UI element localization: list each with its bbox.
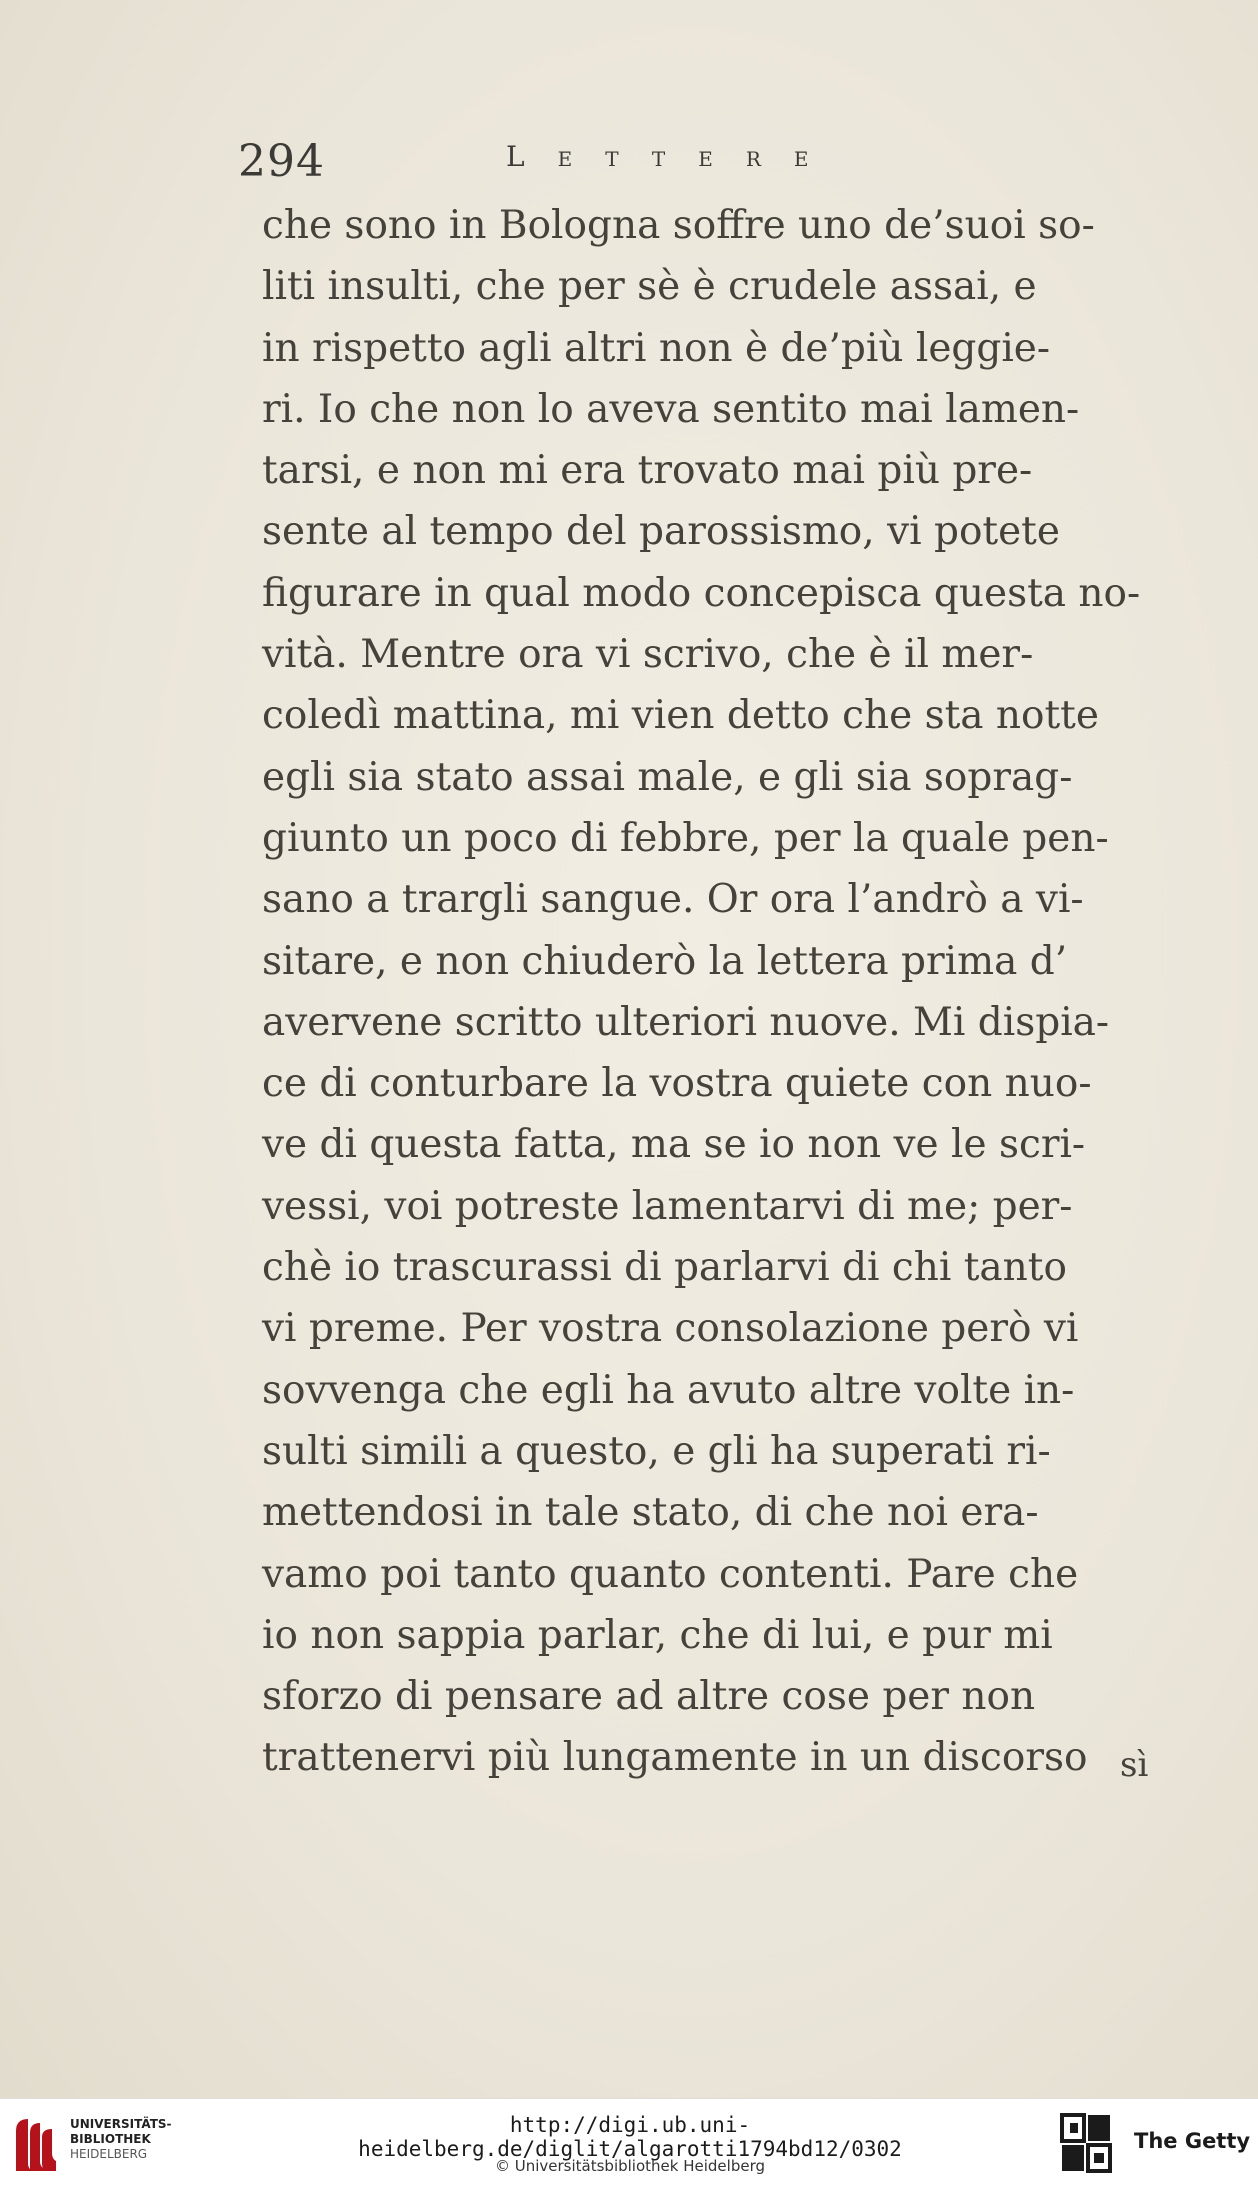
text-line: sulti simili a questo, e gli ha superati ri- <box>262 1428 1051 1474</box>
page-number: 294 <box>238 136 325 187</box>
text-line: io non sappia parlar, che di lui, e pur mi <box>262 1612 1053 1658</box>
text-line: liti insulti, che per sè è crudele assai, e <box>262 264 1037 310</box>
text-line: sovvenga che egli ha avuto altre volte in- <box>262 1367 1075 1413</box>
text-line: trattenervi più lungamente in un discorso <box>262 1735 1088 1781</box>
text-line: ve di questa fatta, ma se io non ve le scri- <box>262 1122 1086 1168</box>
footer-bar <box>0 2098 1258 2188</box>
text-line: sente al tempo del parossismo, vi potete <box>262 509 1060 555</box>
text-line: coledì mattina, mi vien detto che sta notte <box>262 693 1099 739</box>
library-name <box>70 2117 172 2162</box>
text-line: vessi, voi potreste lamentarvi di me; per- <box>262 1183 1073 1229</box>
text-line: sitare, e non chiuderò la lettera prima d’ <box>262 938 1068 984</box>
page-header <box>238 130 1028 200</box>
running-title: Lettere <box>506 140 842 173</box>
text-line: in rispetto agli altri non è de’più leggie- <box>262 325 1051 371</box>
library-name-line: HEIDELBERG <box>70 2147 148 2161</box>
text-line: mettendosi in tale stato, di che noi era- <box>262 1490 1039 1536</box>
text-line: ri. Io che non lo aveva sentito mai lamen- <box>262 386 1080 432</box>
catchword: sì <box>1120 1745 1149 1785</box>
text-line: sforzo di pensare ad altre cose per non <box>262 1674 1036 1720</box>
library-name-line: UNIVERSITÄTS- <box>70 2117 172 2131</box>
partner-name: The Getty <box>1134 2129 1251 2153</box>
body-text <box>262 195 1162 1789</box>
ub-heidelberg-logo-icon <box>12 2113 60 2175</box>
text-line: che sono in Bologna soffre uno de’suoi so- <box>262 203 1095 248</box>
text-line: sano a trargli sangue. Or ora l’andrò a vi- <box>262 877 1084 923</box>
text-line: figurare in qual modo concepisca questa no- <box>262 570 1141 616</box>
text-line: tarsi, e non mi era trovato mai più pre- <box>262 448 1033 494</box>
text-line: vamo poi tanto quanto contenti. Pare che <box>262 1551 1079 1597</box>
text-line: vi preme. Per vostra consolazione però vi <box>262 1306 1079 1352</box>
text-line: chè io trascurassi di parlarvi di chi tanto <box>262 1245 1067 1291</box>
permalink-url[interactable]: http://digi.ub.uni-heidelberg.de/diglit/algarotti1794bd12/0302 <box>358 2113 902 2161</box>
text-line: ce di conturbare la vostra quiete con nuo- <box>262 1061 1092 1107</box>
text-line: giunto un poco di febbre, per la quale pen- <box>262 815 1109 861</box>
library-name-line: BIBLIOTHEK <box>70 2132 151 2146</box>
text-line: vità. Mentre ora vi scrivo, che è il mer- <box>262 632 1034 678</box>
getty-logo-icon <box>1060 2111 1112 2177</box>
copyright-notice: © Universitätsbibliothek Heidelberg <box>494 2157 765 2175</box>
text-line: avervene scritto ulteriori nuove. Mi dispia- <box>262 999 1110 1045</box>
text-line: egli sia stato assai male, e gli sia soprag- <box>262 754 1073 800</box>
